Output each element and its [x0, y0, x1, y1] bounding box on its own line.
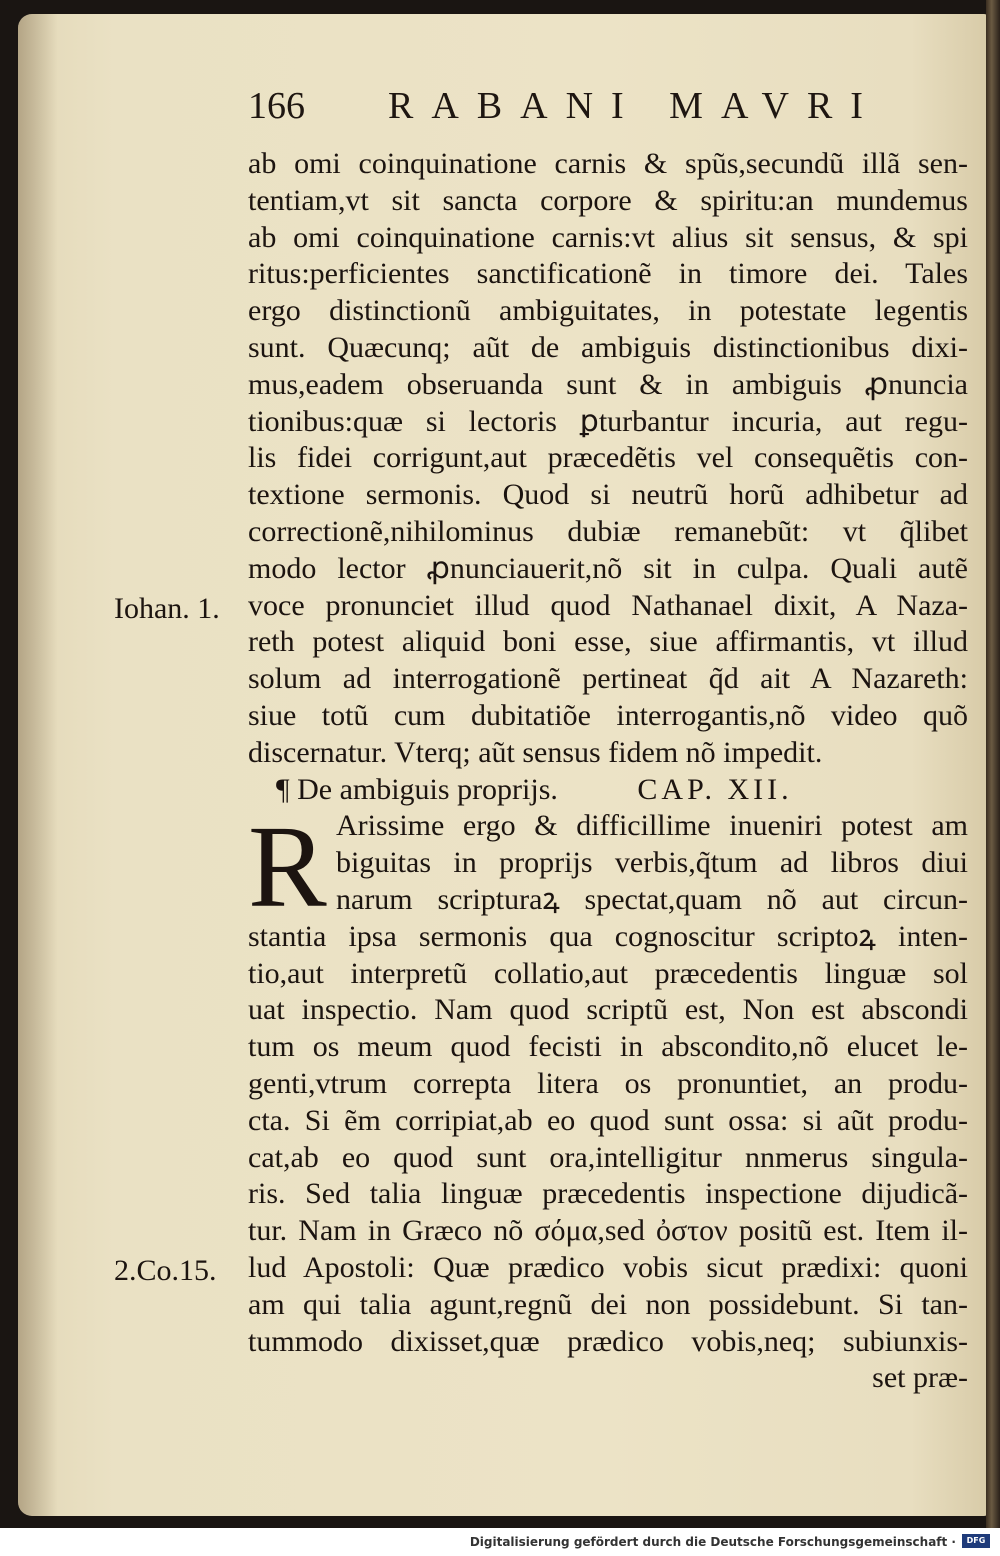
text-line: ergo distinctionũ ambiguitates, in potestate legentis [248, 294, 968, 328]
catchword: set præ- [872, 1361, 968, 1395]
text-line: uat inspectio. Nam quod scriptũ est, Non est abscondi [248, 993, 968, 1027]
text-line: ris. Sed talia linguæ præcedentis inspectione dijudicã- [248, 1177, 968, 1211]
text-line: reth potest aliquid boni esse, siue affirmantis, vt illud [248, 625, 968, 659]
text-line: tionibus:quæ si lectoris ꝑturbantur incuria, aut regu- [248, 404, 968, 438]
text-line: narum scripturaꝝ spectat,quam nõ aut circun- [336, 882, 968, 916]
text-line: tio,aut interpretũ collatio,aut præcedentis linguæ sol [248, 956, 968, 990]
text-line: cat,ab eo quod sunt ora,intelligitur nnmerus singula- [248, 1140, 968, 1174]
dfg-logo-icon: DFG [962, 1534, 990, 1548]
text-line: am qui talia agunt,regnũ dei non possidebunt. Si tan- [248, 1287, 968, 1321]
body-text [248, 146, 968, 1397]
text-line: ab omi coinquinatione carnis:vt alius sit sensus, & spi [248, 220, 968, 254]
page-number: 166 [248, 85, 305, 127]
chapter-heading [248, 772, 968, 809]
text-line: textione sermonis. Quod si neutrũ horũ adhibetur ad [248, 478, 968, 512]
running-head: RABANI MAVRI [388, 85, 881, 127]
footer-credit: Digitalisierung gefördert durch die Deutsche Forschungsgemeinschaft · [469, 1535, 956, 1549]
drop-cap: R [248, 801, 327, 933]
text-line: tummodo dixisset,quæ prædico vobis,neq; subiunxis- [248, 1324, 968, 1358]
book-page [18, 14, 988, 1516]
text-line: correctionẽ,nihilominus dubiæ remanebũt: vt q̃libet [248, 514, 968, 548]
text-line: sunt. Quæcunq; aũt de ambiguis distinctionibus dixi- [248, 330, 968, 364]
text-line: genti,vtrum correpta litera os pronuntiet, an produ- [248, 1066, 968, 1100]
text-line: solum ad interrogationẽ pertineat q̃d ait A Nazareth: [248, 662, 968, 696]
text-line: tum os meum quod fecisti in abscondito,nõ elucet le- [248, 1030, 968, 1064]
text-line: discernatur. Vterq; aũt sensus fidem nõ impedit. [248, 735, 823, 769]
margin-note-corinthians: 2.Co.15. [114, 1254, 217, 1287]
text-line: cta. Si ẽm corripiat,ab eo quod sunt ossa: si aũt produ- [248, 1103, 968, 1137]
book-edge [986, 0, 1000, 1528]
text-line: voce pronunciet illud quod Nathanael dixit, A Naza- [248, 588, 968, 622]
text-line: stantia ipsa sermonis qua cognoscitur scriptoꝝ inten- [248, 919, 968, 953]
chapter-title: De ambiguis proprijs. [297, 772, 558, 806]
text-line: tur. Nam in Græco nõ σόμα,sed ὀστον positũ est. Item il- [248, 1214, 968, 1248]
text-line: siue totũ cum dubitatiõe interrogantis,nõ video quõ [248, 698, 968, 732]
page-header [248, 84, 888, 134]
text-line: lis fidei corrigunt,aut præcedẽtis vel consequẽtis con- [248, 441, 968, 475]
text-line: mus,eadem obseruanda sunt & in ambiguis ꝓnuncia [248, 367, 968, 401]
digitization-footer [0, 1528, 1000, 1556]
text-line: tentiam,vt sit sancta corpore & spiritu:an mundemus [248, 183, 968, 217]
pilcrow-icon: ¶ [276, 772, 290, 806]
text-line: lud Apostoli: Quæ prædico vobis sicut prædixi: quoni [248, 1250, 968, 1284]
text-line: biguitas in proprijs verbis,q̃tum ad libros diui [336, 846, 968, 880]
text-line: modo lector ꝓnunciauerit,nõ sit in culpa. Quali autẽ [248, 551, 968, 585]
text-line: ab omi coinquinatione carnis & spũs,secundũ illã sen- [248, 147, 968, 180]
chapter-opening [248, 801, 968, 933]
text-line: ritus:perficientes sanctificationẽ in timore dei. Tales [248, 257, 968, 291]
text-line: Arissime ergo & difficillime inueniri potest am [336, 809, 968, 843]
margin-note-john: Iohan. 1. [114, 592, 220, 625]
chapter-number: CAP. XII. [637, 772, 793, 806]
